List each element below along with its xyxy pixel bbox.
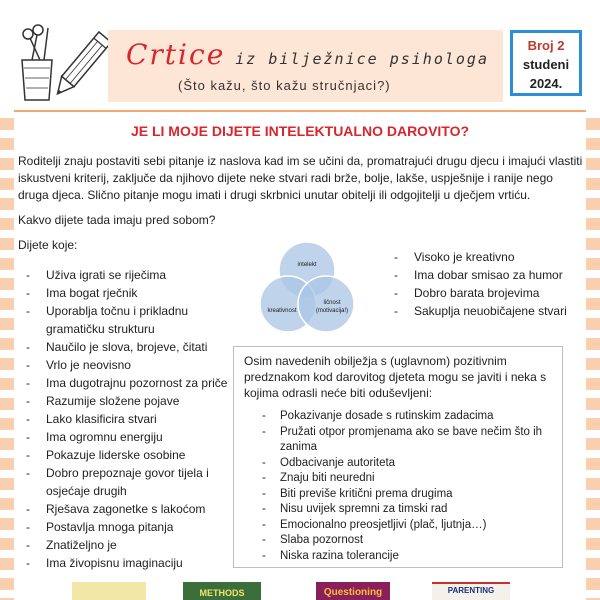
article-intro: Roditelji znaju postaviti sebi pitanje iz naslova kad im se učini da, promatrajući drugu djecu i imajući vlastiti iskustveni kriterij, zaključe da njihovo dijete neke stvari radi brže, bolje, lakše, uspješnije i ranije nego druga djeca. Slično pitanje mogu imati i drugi skrbnici unutar obitelji ili odgojitelji u dječjem vrtiću. [18,154,583,202]
list-item: - Rješava zagonetke s lakoćom [18,500,228,518]
list-item: - Pružati otpor promjenama ako se bave nečim što ih zanima [254,425,554,456]
list-intro-label: Dijete koje: [18,238,78,252]
title-rest: iz bilježnice psihologa [235,50,489,68]
issue-month: studeni [522,57,570,72]
issue-number: Broj 2 [527,38,565,53]
list-item: - Niska razina tolerancije [254,549,554,565]
list-item: - Dobro barata brojevima [386,284,576,302]
newsletter-subtitle: (Što kažu, što kažu stručnjaci?) [178,78,391,93]
issue-badge [510,30,582,96]
list-item: - Visoko je kreativno [386,248,576,266]
list-item: - Lako klasificira stvari [18,410,228,428]
title-crtice: Crtice [126,38,226,71]
list-item: - Dobro prepoznaje govor tijela i osjećaje drugih [18,464,228,500]
list-item: - Pokazuje liderske osobine [18,446,228,464]
challenges-box [233,346,563,568]
traits-list-left [18,266,228,572]
list-item: - Ima dugotrajnu pozornost za priče [18,374,228,392]
list-item: - Znaju biti neuredni [254,471,554,487]
header-divider [14,110,586,112]
list-item: - Znatiželjno je [18,536,228,554]
right-border-decoration [586,118,600,600]
venn-label-personality: ličnost [323,300,341,306]
book-thumbnail-questioning: Questioning [316,582,390,600]
list-item: - Pokazivanje dosade s rutinskim zadacima [254,409,554,425]
list-item: - Emocionalno preosjetljivi (plač, ljutnja…) [254,518,554,534]
list-item: - Odbacivanje autoriteta [254,456,554,472]
list-item: - Slaba pozornost [254,533,554,549]
title-banner [108,30,503,102]
newsletter-title [126,38,489,71]
list-item: - Vrlo je neovisno [18,356,228,374]
list-item: - Naučilo je slova, brojeve, čitati [18,338,228,356]
venn-label-creativity: kreativnost [267,308,297,314]
issue-year: 2024. [529,76,563,91]
giftedness-venn-diagram [252,240,362,340]
newsletter-header [0,0,600,110]
list-item: - Biti previše kritični prema drugima [254,487,554,503]
list-item: - Uživa igrati se riječima [18,266,228,284]
list-item: - Postavlja mnoga pitanja [18,518,228,536]
list-item: - Ima ogromnu energiju [18,428,228,446]
list-item: - Uporablja točnu i prikladnu gramatičku strukturu [18,302,228,338]
list-item: - Razumije složene pojave [18,392,228,410]
article-question: Kakvo dijete tada imaju pred sobom? [18,213,216,227]
list-item: - Ima dobar smisao za humor [386,266,576,284]
book-thumbnail-parenting: PARENTING [432,582,510,600]
challenges-list [254,409,554,564]
book-thumbnail-1 [72,582,146,600]
article-headline: JE LI MOJE DIJETE INTELEKTUALNO DAROVITO? [130,123,470,139]
venn-label-motivation: (motivacija!) [315,308,349,314]
list-item: - Ima bogat rječnik [18,284,228,302]
traits-list-right [386,248,576,320]
list-item: - Sakuplja neuobičajene stvari [386,302,576,320]
left-border-decoration [0,118,14,600]
challenges-intro: Osim navedenih obilježja s (uglavnom) pozitivnim predznakom kod darovitog djeteta mogu se javiti i neka s kojima odrasli neće biti oduševljeni: [244,354,547,400]
book-thumbnail-methods: METHODS [183,582,261,600]
stationery-illustration [8,22,108,104]
list-item: - Ima živopisnu imaginaciju [18,554,228,572]
venn-label-intellect: intelekt [297,262,317,268]
list-item: - Nisu uvijek spremni za timski rad [254,502,554,518]
